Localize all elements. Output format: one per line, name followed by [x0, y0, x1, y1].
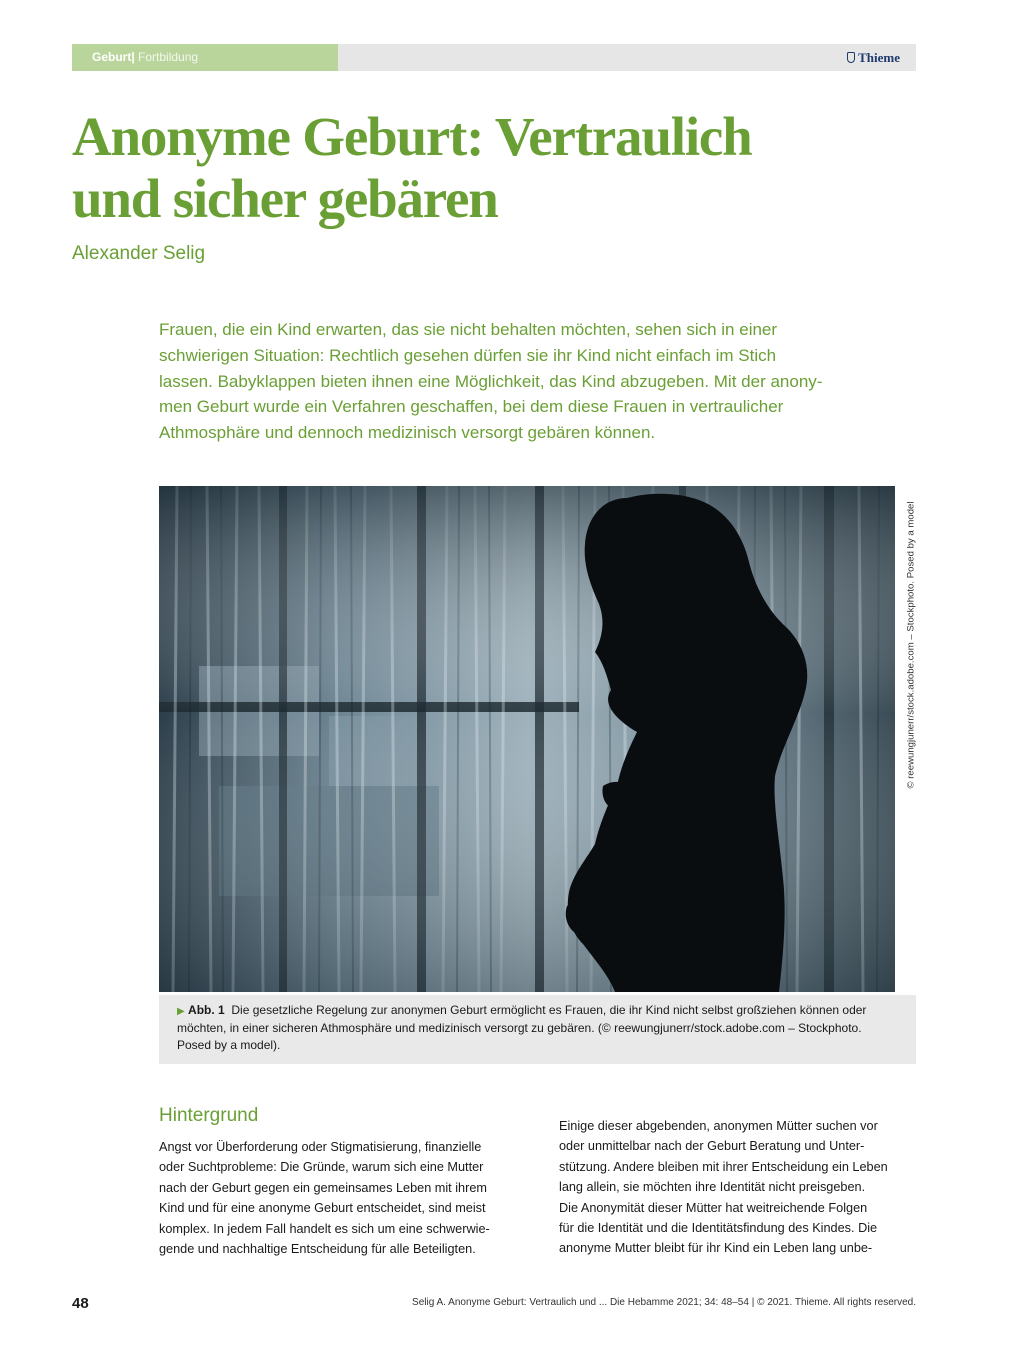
title-line-2: und sicher gebären [72, 168, 498, 229]
body-column-left [159, 1137, 519, 1259]
author-name: Alexander Selig [72, 243, 206, 264]
section-heading: Hintergrund [159, 1105, 259, 1126]
caption-text: Die gesetzliche Regelung zur anonymen Geburt ermöglicht es Frauen, die ihr Kind nicht selbst großziehen können oder [231, 1003, 867, 1017]
body-line: gende und nachhaltige Entscheidung für alle Beteiligten. [159, 1242, 476, 1257]
page-number: 48 [72, 1295, 89, 1312]
silhouette-pregnant-woman-image [159, 486, 895, 992]
body-line: oder unmittelbar nach der Geburt Beratung und Unter- [559, 1139, 865, 1154]
photo-credit-text: © reewungjunerr/stock.adobe.com – Stockphoto. Posed by a model [905, 501, 917, 789]
body-line: für die Identität und die Identitätsfindung des Kindes. Die [559, 1221, 878, 1236]
lead-line: Athmosphäre und dennoch medizinisch versorgt gebären können. [159, 423, 656, 443]
body-line: Einige dieser abgebenden, anonymen Mütter suchen vor [559, 1119, 878, 1133]
body-line: anonyme Mutter bleibt für ihr Kind ein Leben lang unbe- [559, 1241, 873, 1256]
subsection-name: Fortbildung [138, 50, 199, 64]
figure-caption [159, 995, 916, 1064]
body-line: oder Suchtprobleme: Die Gründe, warum sich eine Mutter [159, 1160, 484, 1175]
lead-line: schwierigen Situation: Rechtlich gesehen dürfen sie ihr Kind nicht einfach im Stich [159, 345, 777, 365]
article-photo [159, 486, 895, 992]
body-line: Angst vor Überforderung oder Stigmatisierung, finanzielle [159, 1140, 482, 1154]
body-line: Kind und für eine anonyme Geburt entscheidet, sind meist [159, 1201, 486, 1216]
header-bar [72, 44, 916, 71]
body-line: komplex. In jedem Fall handelt es sich um eine schwerwie- [159, 1221, 490, 1236]
lead-line: lassen. Babyklappen bieten ihnen eine Möglichkeit, das Kind abzugeben. Mit der anony- [159, 371, 823, 391]
header-section-tag [72, 44, 338, 71]
photo-credit [896, 492, 926, 798]
caption-label: Abb. 1 [188, 1003, 225, 1017]
lead-line: Frauen, die ein Kind erwarten, das sie nicht behalten möchten, sehen sich in einer [159, 320, 778, 339]
publisher-name: Thieme [858, 50, 900, 65]
body-line: lang allein, sie möchten ihre Identität nicht preisgeben. [559, 1180, 866, 1195]
title-line-1: Anonyme Geburt: Vertraulich [72, 106, 752, 167]
caption-line: möchten, in einer sicheren Athmosphäre und medizinisch versorgt zu gebären. (© reewungjunerr/stock.adobe.com – Stockphoto. [177, 1021, 862, 1035]
section-separator: | [131, 50, 135, 64]
caption-line: Posed by a model). [177, 1038, 281, 1052]
section-name: Geburt [92, 50, 132, 64]
thieme-shield-icon [847, 52, 855, 63]
lead-line: men Geburt wurde ein Verfahren geschaffen, bei dem diese Frauen in vertraulicher [159, 397, 784, 417]
header-section-label [92, 50, 198, 64]
footer-citation: Selig A. Anonyme Geburt: Vertraulich und ... Die Hebamme 2021; 34: 48–54 | © 2021. Thieme. All rights reserved. [412, 1297, 916, 1308]
body-line: stützung. Andere bleiben mit ihrer Entscheidung ein Leben [559, 1159, 888, 1174]
caption-line [177, 1002, 900, 1020]
article-title [72, 106, 932, 230]
publisher-logo [847, 50, 900, 66]
caption-arrow-icon: ▶ [177, 1006, 185, 1017]
body-column-right [559, 1116, 919, 1259]
body-line: Die Anonymität dieser Mütter hat weitreichende Folgen [559, 1200, 868, 1215]
lead-paragraph [159, 317, 899, 446]
body-line: nach der Geburt gegen ein gemeinsames Leben mit ihrem [159, 1180, 487, 1195]
